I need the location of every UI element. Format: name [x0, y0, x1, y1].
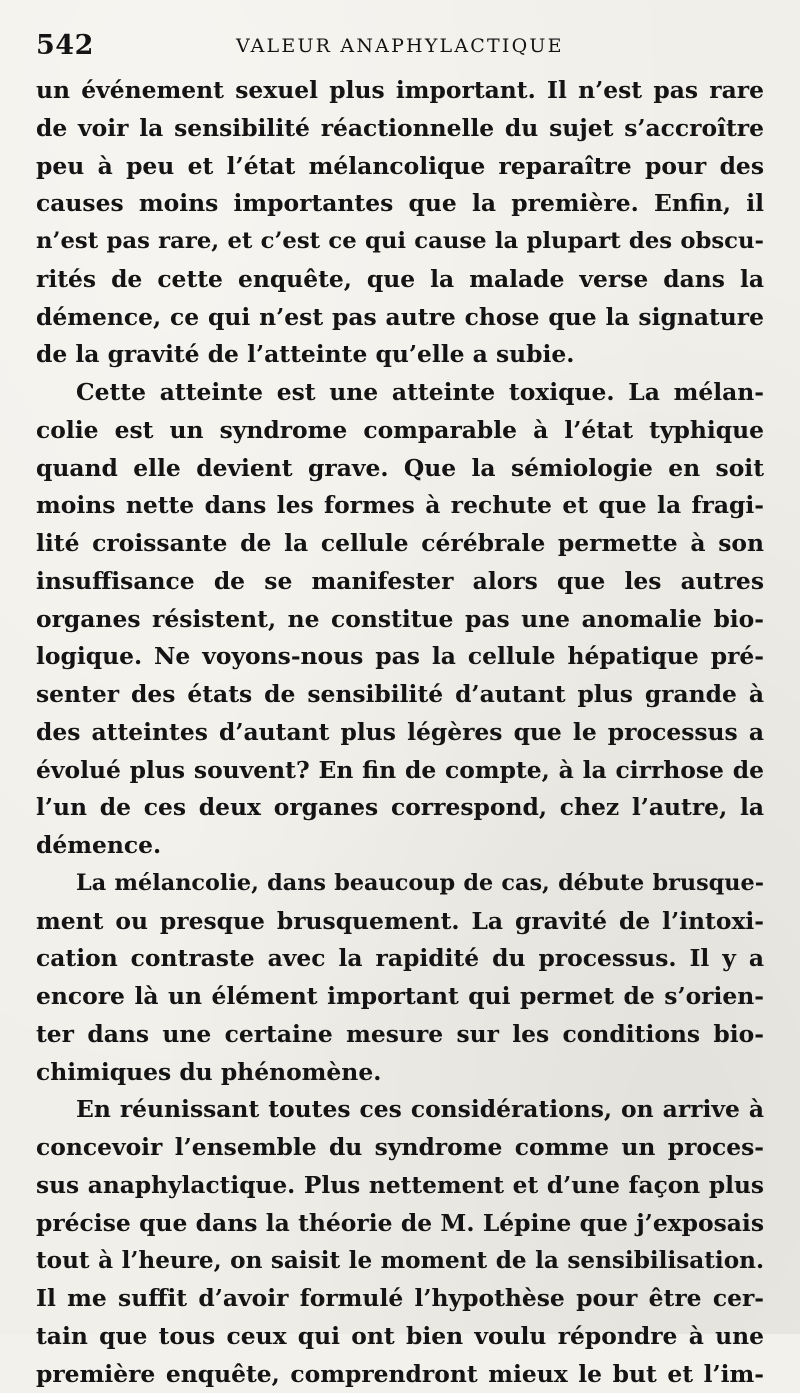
text-line: de voir la sensibilité réactionnelle du sujet s’accroître	[36, 110, 764, 148]
text-line: encore là un élément important qui permet de s’orien-	[36, 978, 764, 1016]
text-line: n’est pas rare, et c’est ce qui cause la plupart des obscu-	[36, 223, 764, 261]
text-line: quand elle devient grave. Que la sémiologie en soit	[36, 450, 764, 488]
page-number: 542	[36, 30, 94, 61]
text-line: chimiques du phénomène.	[36, 1054, 764, 1092]
text-line: logique. Ne voyons-nous pas la cellule hépatique pré-	[36, 638, 764, 676]
running-title: VALEUR ANAPHYLACTIQUE	[236, 35, 564, 57]
page-header	[36, 30, 766, 64]
text-line: senter des états de sensibilité d’autant plus grande à	[36, 676, 764, 714]
text-line: un événement sexuel plus important. Il n’est pas rare	[36, 72, 764, 110]
text-line: insuffisance de se manifester alors que les autres	[36, 563, 764, 601]
text-line: organes résistent, ne constitue pas une anomalie bio-	[36, 601, 764, 639]
text-line: concevoir l’ensemble du syndrome comme un proces-	[36, 1129, 764, 1167]
text-line: En réunissant toutes ces considérations, on arrive à	[36, 1091, 764, 1129]
text-line: ter dans une certaine mesure sur les conditions bio-	[36, 1016, 764, 1054]
body-text	[36, 72, 764, 1393]
text-line: moins nette dans les formes à rechute et que la fragi-	[36, 487, 764, 525]
text-line: Il me suffit d’avoir formulé l’hypothèse pour être cer-	[36, 1280, 764, 1318]
text-line: tain que tous ceux qui ont bien voulu répondre à une	[36, 1318, 764, 1356]
text-line: sus anaphylactique. Plus nettement et d’une façon plus	[36, 1167, 764, 1205]
text-line: lité croissante de la cellule cérébrale permette à son	[36, 525, 764, 563]
text-line: colie est un syndrome comparable à l’état typhique	[36, 412, 764, 450]
text-line: Cette atteinte est une atteinte toxique. La mélan-	[36, 374, 764, 412]
text-line: tout à l’heure, on saisit le moment de la sensibilisation.	[36, 1242, 764, 1280]
text-line: des atteintes d’autant plus légères que le processus a	[36, 714, 764, 752]
text-line: cation contraste avec la rapidité du processus. Il y a	[36, 940, 764, 978]
text-line: démence, ce qui n’est pas autre chose que la signature	[36, 299, 764, 337]
text-line: première enquête, comprendront mieux le but et l’im-	[36, 1356, 764, 1393]
text-line: précise que dans la théorie de M. Lépine que j’exposais	[36, 1205, 764, 1243]
text-line: évolué plus souvent? En fin de compte, à la cirrhose de	[36, 752, 764, 790]
text-line: La mélancolie, dans beaucoup de cas, débute brusque-	[36, 865, 764, 903]
text-line: peu à peu et l’état mélancolique reparaître pour des	[36, 148, 764, 186]
text-line: causes moins importantes que la première. Enfin, il	[36, 185, 764, 223]
text-line: ment ou presque brusquement. La gravité de l’intoxi-	[36, 903, 764, 941]
text-line: démence.	[36, 827, 764, 865]
text-line: de la gravité de l’atteinte qu’elle a subie.	[36, 336, 764, 374]
text-line: rités de cette enquête, que la malade verse dans la	[36, 261, 764, 299]
text-line: l’un de ces deux organes correspond, chez l’autre, la	[36, 789, 764, 827]
